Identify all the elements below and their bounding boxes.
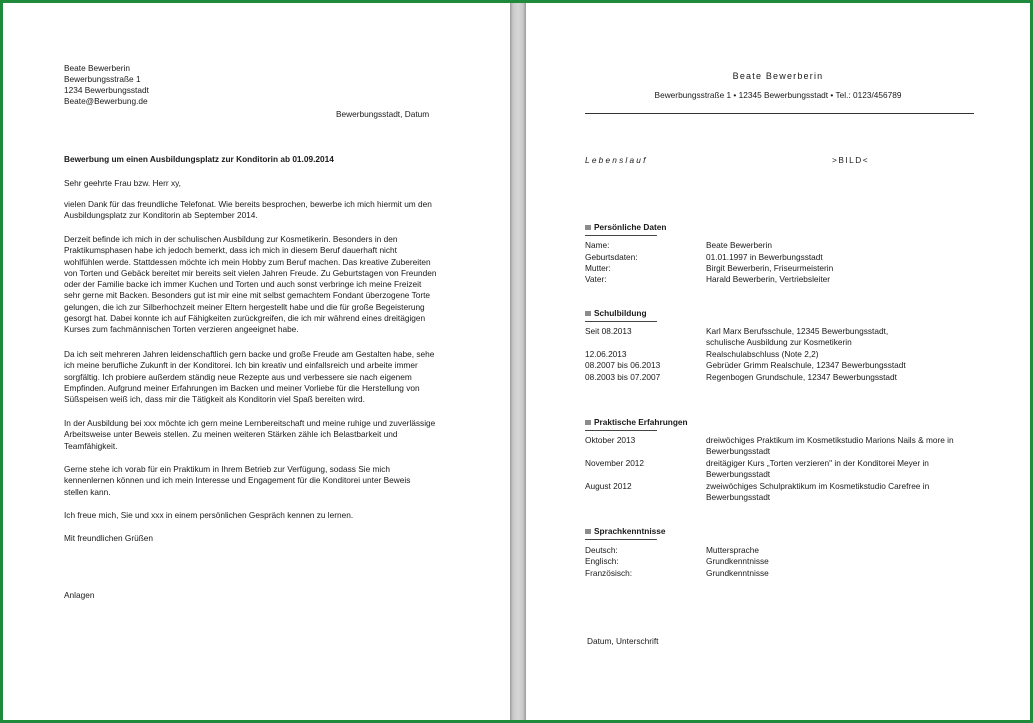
section-school-heading: Schulbildung xyxy=(585,308,647,319)
paragraph-3: Da ich seit mehreren Jahren leidenschaftlich gern backe und große Freude am Gestalten habe, sehe ich meine berufliche Zukunft in der Konditorei. Ich bin kreativ und einfallsreich und arbeite immer sorgfältig. Ich probiere außerdem ständig neue Rezepte aus und verbessere sie nach eigenem Empfinden. Aufgrund meiner Erfahrungen im Backen und meiner Vorliebe für die Herstellung von Süßspeisen weiß ich, dass mir die Tätigkeit als Konditorin viel Spaß bereiten wird. xyxy=(64,349,435,405)
document-viewer xyxy=(3,3,1030,720)
cv-contact-line: Bewerbungsstraße 1 • 12345 Bewerbungsstadt • Tel.: 0123/456789 xyxy=(654,90,902,100)
cv-page: Beate Bewerberin Bewerbungsstraße 1 • 12345 Bewerbungsstadt • Tel.: 0123/456789 Lebenslauf >BILD< Persönliche Daten Name: Beate Bewerberin Geburtsdaten: 01.01.1997 in Bewerbungsstadt Mutter: Birgit Bewerberin, Friseurmeisterin Vater: Harald Bewerberin, Vertriebsleiter Schulbildung Seit 08.2013 Karl Marx Berufsschule, 12345 Bewerbungsstadt, schulische Ausbildung zur Kosmetikerin 12.06.2013 Realschulabschluss (Note 2,2) 08.2007 bis 06.2013 Gebrüder Grimm Realschule, 12347 Bewerbungsstadt 08.2003 bis 07.2007 Regenbogen Grundschule, 12347 Bewerbungsstadt Praktische Erfahrungen Oktober 2013 dreiwöchiges Praktikum im Kosmetikstudio Marions Nails & more in Bewerbungsstadt November 2012 dreitägiger Kurs „Torten verzieren" in der Konditorei Meyer in Bewerbungsstadt August 2012 zweiwöchiges Schulpraktikum im Kosmetikstudio Carefree in Bewerbungsstadt Sprachkenntnisse Deutsch: Muttersprache Englisch: Grundkenntnisse Französisch: Grundkenntnisse Datum, Unterschrift xyxy=(526,3,1030,720)
paragraph-5: Gerne stehe ich vorab für ein Praktikum in Ihrem Betrieb zur Verfügung, sodass Sie mich kennenlernen können und ich mein Interesse und Engagement für die Konditorei unter Beweis stellen kann. xyxy=(64,464,411,497)
page-divider xyxy=(510,3,526,720)
sender-name: Beate Bewerberin xyxy=(64,63,130,73)
photo-placeholder: >BILD< xyxy=(832,155,870,165)
sender-email: Beate@Bewerbung.de xyxy=(64,96,148,106)
signature-line: Datum, Unterschrift xyxy=(587,636,659,646)
sender-street: Bewerbungsstraße 1 xyxy=(64,74,141,84)
header-rule xyxy=(585,113,974,114)
section-personal-heading: Persönliche Daten xyxy=(585,222,666,233)
paragraph-1: vielen Dank für das freundliche Telefonat. Wie bereits besprochen, bewerbe ich mich hiermit um den Ausbildungsplatz zur Konditorin ab September 2014. xyxy=(64,199,432,221)
enclosures: Anlagen xyxy=(64,590,95,600)
section-experience-heading: Praktische Erfahrungen xyxy=(585,417,688,428)
cv-title: Lebenslauf xyxy=(585,155,648,165)
paragraph-4: In der Ausbildung bei xxx möchte ich gern meine Lernbereitschaft und meine ruhige und zuverlässige Arbeitsweise unter Beweis stellen. Zu meinen weiteren Stärken zähle ich Belastbarkeit und Teamfähigkeit. xyxy=(64,418,436,451)
closing: Mit freundlichen Grüßen xyxy=(64,533,154,543)
place-date: Bewerbungsstadt, Datum xyxy=(336,109,430,119)
cv-name: Beate Bewerberin xyxy=(732,71,824,81)
cover-letter-page xyxy=(3,3,510,720)
section-languages-heading: Sprachkenntnisse xyxy=(585,526,665,537)
salutation: Sehr geehrte Frau bzw. Herr xy, xyxy=(64,178,181,188)
paragraph-6: Ich freue mich, Sie und xxx in einem persönlichen Gespräch kennen zu lernen. xyxy=(64,510,354,520)
letter-subject: Bewerbung um einen Ausbildungsplatz zur Konditorin ab 01.09.2014 xyxy=(64,154,334,164)
sender-city: 1234 Bewerbungsstadt xyxy=(64,85,149,95)
paragraph-2: Derzeit befinde ich mich in der schulischen Ausbildung zur Kosmetikerin. Besonders in den Praktikumsphasen habe ich jedoch bemerkt, dass ich mich in diesem Beruf dauerhaft nicht wohlfühlen werde. Stattdessen möchte ich mein Hobby zum Beruf machen. Das kreative Zubereiten von Torten und Gebäck bereitet mir bereits seit vielen Jahren Freude. Zu Geburtstagen von Freunden oder der Familie backe ich immer Kuchen und Torten und auch sonst verbringe ich meine Freizeit sehr gerne mit Backen. Besonders gut ist mir eine mit selbst gemachtem Fondant überzogene Torte gelungen, die ich zur Silberhochzeit meiner Eltern hergestellt habe und die für große Begeisterung gesorgt hat. Dabei konnte ich auf Fähigkeiten zurückgreifen, die ich mir während eines dreitägigen Kurses zum fachmännischen Torten verzieren angeeignet habe. xyxy=(64,234,437,335)
